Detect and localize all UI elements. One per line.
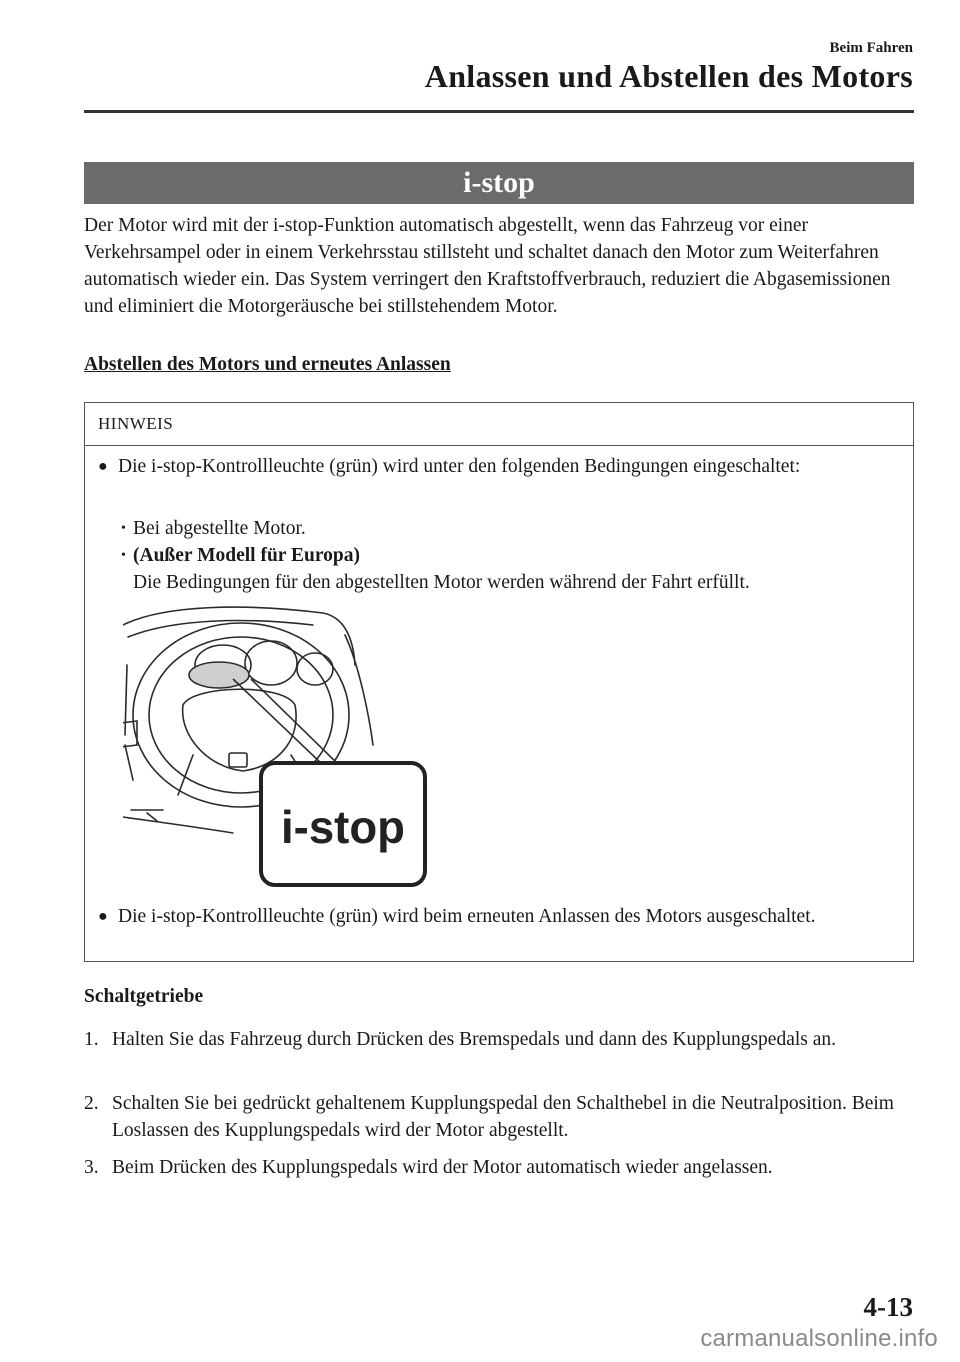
step-text: Schalten Sie bei gedrückt gehaltenem Kupplungspedal den Schalthebel in die Neutralposition. Beim Loslassen des Kupplungspedals wird der Motor abgestellt. (112, 1093, 894, 1141)
section-title: Anlassen und Abstellen des Motors (424, 58, 913, 94)
note-box (84, 402, 914, 962)
step-number: 3. (84, 1157, 99, 1178)
header-rule (84, 110, 914, 113)
step-number: 2. (84, 1093, 99, 1114)
chapter-label: Beim Fahren (829, 40, 913, 56)
subheading: Abstellen des Motors und erneutes Anlassen (84, 354, 451, 375)
note-sub-item-2 (121, 542, 750, 596)
step-1 (84, 1026, 914, 1053)
step-3 (84, 1154, 914, 1181)
note-label: HINWEIS (98, 414, 174, 433)
bullet-dot-icon: ● (98, 458, 108, 475)
step-number: 1. (84, 1029, 99, 1050)
note-sub-2-text: Die Bedingungen für den abgestellten Motor werden während der Fahrt erfüllt. (133, 572, 750, 593)
step-text: Beim Drücken des Kupplungspedals wird der Motor automatisch wieder angelassen. (112, 1157, 773, 1178)
note-sub-item-1 (121, 515, 306, 542)
step-text: Halten Sie das Fahrzeug durch Drücken des Bremspedals und dann des Kupplungspedals an. (112, 1029, 837, 1050)
page-number: 4-13 (863, 1292, 913, 1322)
note-header (85, 403, 913, 446)
note-bullet-2-text: Die i-stop-Kontrollleuchte (grün) wird beim erneuten Anlassen des Motors ausgeschaltet. (118, 906, 816, 927)
note-sub-1-text: Bei abgestellte Motor. (133, 518, 306, 539)
istop-callout-label: i-stop (281, 801, 405, 853)
note-bullet-1 (98, 453, 878, 480)
sub-bullet-icon: • (121, 521, 126, 536)
steering-wheel-illustration (123, 605, 433, 890)
step-2 (84, 1090, 914, 1144)
note-sub-2-bold: (Außer Modell für Europa) (133, 545, 360, 566)
manual-transmission-heading: Schaltgetriebe (84, 986, 204, 1007)
bullet-dot-icon: ● (98, 908, 108, 925)
watermark: carmanualsonline.info (700, 1325, 938, 1352)
istop-banner: i-stop (84, 162, 914, 204)
intro-paragraph: Der Motor wird mit der i-stop-Funktion automatisch abgestellt, wenn das Fahrzeug vor einer Verkehrsampel oder in einem Verkehrsstau stillsteht und schaltet danach den Motor zum Weiterfahren automatisch wieder ein. Das System verringert den Kraftstoffverbrauch, reduziert die Abgasemissionen und eliminiert die Motorgeräusche bei stillstehendem Motor. (84, 215, 891, 317)
note-bullet-1-text: Die i-stop-Kontrollleuchte (grün) wird unter den folgenden Bedingungen eingeschaltet: (118, 456, 801, 477)
note-bullet-2 (98, 903, 878, 930)
sub-bullet-icon: • (121, 548, 126, 563)
